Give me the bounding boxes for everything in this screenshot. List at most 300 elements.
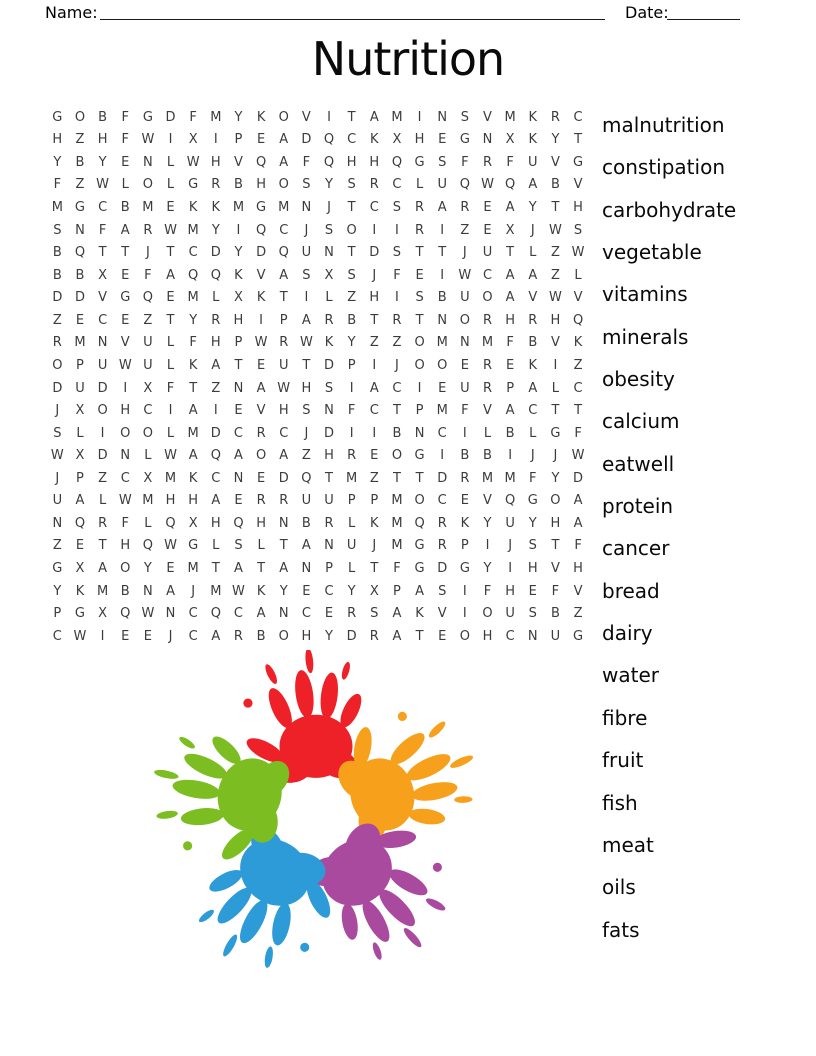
grid-letter: I (304, 290, 309, 306)
grid-letter: B (75, 267, 85, 283)
grid-letter: Y (53, 154, 62, 170)
grid-letter: C (211, 470, 221, 486)
grid-letter: J (145, 245, 150, 261)
grid-letter: Q (120, 606, 131, 622)
grid-letter: Q (391, 154, 403, 170)
grid-letter: T (257, 561, 266, 577)
grid-letter: Z (75, 132, 85, 148)
grid-letter: R (437, 538, 447, 554)
word-list-item: oils (602, 875, 636, 900)
grid-letter: U (482, 245, 493, 261)
grid-letter: N (301, 200, 312, 216)
grid-letter: B (301, 515, 311, 531)
grid-letter: W (164, 222, 177, 238)
grid-letter: T (551, 403, 560, 419)
grid-letter: U (97, 357, 108, 373)
grid-letter: A (573, 493, 583, 509)
grid-letter: R (98, 515, 108, 531)
grid-letter: E (324, 606, 334, 622)
grid-letter: C (188, 606, 198, 622)
grid-letter: A (120, 222, 130, 238)
grid-letter: K (528, 357, 538, 373)
grid-letter: D (52, 380, 63, 396)
grid-letter: T (302, 357, 311, 373)
grid-letter: B (52, 245, 62, 261)
grid-letter: B (392, 425, 402, 441)
grid-letter: S (370, 606, 379, 622)
grid-letter: V (550, 561, 560, 577)
grid-letter: A (369, 109, 379, 125)
grid-letter: T (279, 538, 288, 554)
grid-letter: T (506, 245, 515, 261)
grid-letter: A (75, 493, 85, 509)
grid-letter: Q (74, 515, 86, 531)
grid-letter: G (527, 493, 538, 509)
grid-letter: B (550, 606, 560, 622)
grid-letter: V (437, 606, 447, 622)
grid-letter: O (52, 357, 63, 373)
grid-letter: O (120, 561, 131, 577)
grid-letter: Z (52, 312, 62, 328)
grid-letter: H (324, 448, 334, 464)
grid-letter: R (52, 335, 62, 351)
grid-letter: L (483, 425, 492, 441)
grid-letter: L (144, 448, 152, 464)
grid-letter: Y (234, 245, 243, 261)
grid-letter: F (506, 335, 514, 351)
grid-letter: E (166, 290, 175, 306)
grid-letter: Z (550, 267, 560, 283)
grid-letter: W (481, 177, 494, 193)
grid-letter: U (437, 177, 447, 193)
grid-letter: N (165, 606, 176, 622)
grid-letter: S (528, 538, 537, 554)
grid-letter: M (391, 109, 403, 125)
grid-letter: X (505, 132, 515, 148)
grid-letter: A (166, 267, 175, 283)
grid-letter: O (142, 425, 153, 441)
grid-letter: A (369, 380, 379, 396)
date-input-line[interactable] (667, 2, 740, 20)
grid-letter: J (55, 470, 60, 486)
grid-letter: Y (279, 583, 288, 599)
grid-letter: P (76, 470, 84, 486)
grid-letter: M (74, 335, 86, 351)
grid-letter: B (120, 583, 130, 599)
grid-letter: Z (75, 177, 85, 193)
grid-letter: T (415, 312, 424, 328)
grid-letter: R (460, 470, 470, 486)
grid-letter: G (256, 200, 267, 216)
name-input-line[interactable] (100, 2, 605, 20)
grid-letter: S (392, 245, 402, 261)
grid-letter: A (279, 132, 289, 148)
grid-letter: U (301, 493, 312, 509)
grid-letter: C (573, 109, 583, 125)
grid-letter: J (191, 583, 196, 599)
grid-letter: P (506, 380, 515, 396)
grid-letter: I (213, 132, 218, 148)
grid-letter: K (234, 267, 243, 283)
grid-letter: Y (211, 222, 220, 238)
grid-letter: C (98, 200, 108, 216)
grid-letter: N (52, 515, 63, 531)
grid-letter: X (392, 132, 402, 148)
grid-letter: Z (392, 335, 402, 351)
grid-letter: T (415, 470, 424, 486)
grid-letter: C (233, 425, 243, 441)
grid-letter: W (118, 493, 132, 509)
word-list-item: bread (602, 578, 660, 603)
grid-letter: L (348, 561, 356, 577)
grid-letter: R (233, 628, 243, 644)
grid-letter: I (508, 561, 513, 577)
grid-letter: H (256, 515, 266, 531)
grid-letter: V (120, 335, 130, 351)
grid-letter: D (324, 425, 335, 441)
word-list-item: constipation (602, 155, 725, 180)
grid-letter: T (347, 109, 356, 125)
grid-letter: F (347, 403, 356, 419)
grid-letter: C (301, 606, 311, 622)
grid-letter: O (255, 448, 267, 464)
grid-letter: T (279, 290, 288, 306)
word-list-item: minerals (602, 324, 689, 349)
grid-letter: I (395, 222, 399, 238)
grid-letter: I (462, 606, 467, 622)
grid-letter: S (324, 222, 334, 238)
grid-letter: G (142, 109, 153, 125)
grid-letter: F (121, 132, 129, 148)
grid-letter: P (347, 357, 356, 373)
word-list-item: fruit (602, 748, 644, 773)
grid-letter: E (506, 357, 515, 373)
grid-letter: O (550, 493, 561, 509)
grid-letter: D (573, 470, 584, 486)
grid-letter: K (370, 132, 379, 148)
grid-letter: W (548, 290, 562, 306)
grid-letter: Z (211, 380, 221, 396)
grid-letter: U (143, 335, 153, 351)
grid-letter: H (527, 561, 538, 577)
grid-letter: H (97, 132, 108, 148)
grid-letter: H (369, 154, 380, 170)
grid-letter: A (528, 267, 538, 283)
grid-letter: Q (74, 245, 86, 261)
grid-letter: N (324, 245, 334, 261)
grid-letter: H (550, 515, 561, 531)
grid-letter: F (551, 583, 560, 599)
grid-letter: A (505, 267, 515, 283)
word-list-item: dairy (602, 621, 653, 646)
grid-letter: V (256, 403, 266, 419)
grid-letter: H (256, 177, 266, 193)
grid-letter: D (74, 290, 85, 306)
grid-letter: E (460, 493, 469, 509)
grid-letter: E (234, 493, 243, 509)
grid-letter: I (213, 403, 218, 419)
grid-letter: F (189, 109, 197, 125)
grid-letter: T (370, 312, 379, 328)
grid-letter: Y (347, 335, 356, 351)
grid-letter: W (73, 628, 87, 644)
grid-letter: I (259, 312, 263, 328)
grid-letter: H (188, 493, 199, 509)
grid-letter: F (574, 538, 582, 554)
grid-letter: J (304, 222, 309, 238)
grid-letter: E (256, 470, 266, 486)
grid-letter: R (347, 448, 357, 464)
grid-letter: K (528, 109, 538, 125)
grid-letter: R (347, 606, 357, 622)
grid-letter: R (482, 154, 493, 170)
grid-letter: E (483, 200, 492, 216)
grid-letter: P (279, 312, 288, 328)
grid-letter: W (186, 154, 200, 170)
grid-letter: R (437, 515, 447, 531)
grid-letter: X (75, 561, 85, 577)
grid-letter: I (395, 290, 399, 306)
grid-letter: M (142, 200, 154, 216)
grid-letter: S (528, 606, 537, 622)
grid-letter: F (529, 470, 537, 486)
grid-letter: Q (505, 493, 516, 509)
grid-letter: F (574, 425, 582, 441)
grid-letter: W (118, 357, 132, 373)
grid-letter: O (142, 177, 153, 193)
grid-letter: L (325, 290, 333, 306)
grid-letter: C (369, 403, 379, 419)
grid-letter: A (166, 583, 175, 599)
grid-letter: M (481, 470, 494, 486)
grid-letter: P (460, 538, 469, 554)
grid-letter: U (528, 154, 538, 170)
grid-letter: B (437, 290, 447, 306)
grid-letter: N (278, 515, 289, 531)
grid-letter: T (551, 538, 560, 554)
grid-letter: Q (278, 245, 289, 261)
grid-letter: S (53, 425, 62, 441)
grid-letter: H (573, 561, 583, 577)
grid-letter: I (327, 109, 331, 125)
grid-letter: M (278, 200, 290, 216)
grid-letter: Y (234, 109, 243, 125)
grid-letter: A (301, 312, 311, 328)
grid-letter: B (505, 425, 515, 441)
grid-letter: D (346, 628, 357, 644)
grid-letter: A (279, 154, 289, 170)
grid-letter: J (508, 538, 513, 554)
grid-letter: L (76, 425, 84, 441)
grid-letter: S (347, 177, 356, 193)
grid-letter: Y (325, 628, 333, 644)
grid-letter: T (392, 403, 401, 419)
grid-letter: U (143, 357, 153, 373)
grid-letter: Z (460, 222, 470, 238)
grid-letter: O (391, 448, 403, 464)
grid-letter: H (210, 154, 221, 170)
grid-letter: W (164, 538, 177, 554)
word-list-item: fats (602, 917, 640, 942)
grid-letter: Z (143, 312, 153, 328)
grid-letter: J (530, 222, 535, 238)
grid-letter: A (279, 448, 289, 464)
grid-letter: F (98, 222, 107, 238)
grid-letter: Z (98, 470, 108, 486)
grid-letter: Z (369, 335, 379, 351)
grid-letter: T (211, 561, 220, 577)
grid-letter: I (349, 425, 354, 441)
grid-letter: C (528, 403, 538, 419)
grid-letter: Q (233, 515, 244, 531)
word-list-item: vitamins (602, 282, 688, 307)
grid-letter: I (417, 109, 422, 125)
grid-letter: M (504, 470, 516, 486)
grid-letter: L (529, 245, 537, 261)
grid-letter: I (440, 448, 445, 464)
grid-letter: N (437, 109, 448, 125)
grid-letter: D (165, 109, 176, 125)
grid-letter: O (482, 606, 493, 622)
grid-letter: Z (550, 245, 560, 261)
grid-letter: H (505, 312, 516, 328)
date-label: Date: (625, 3, 669, 22)
grid-letter: D (369, 245, 380, 261)
grid-letter: A (437, 200, 447, 216)
grid-letter: S (392, 200, 402, 216)
grid-letter: I (462, 583, 467, 599)
grid-letter: P (370, 493, 379, 509)
grid-letter: G (74, 200, 85, 216)
grid-letter: A (528, 380, 538, 396)
grid-letter: A (392, 606, 402, 622)
grid-letter: C (143, 403, 153, 419)
grid-letter: Q (323, 132, 335, 148)
grid-letter: T (166, 245, 175, 261)
grid-letter: C (437, 425, 447, 441)
grid-letter: I (485, 538, 490, 554)
grid-letter: U (301, 245, 312, 261)
grid-letter: S (302, 177, 311, 193)
grid-letter: U (324, 493, 334, 509)
grid-letter: V (573, 177, 583, 193)
grid-letter: M (187, 222, 199, 238)
grid-letter: A (233, 448, 243, 464)
grid-letter: F (53, 177, 62, 193)
grid-letter: Y (528, 200, 537, 216)
grid-letter: A (415, 583, 425, 599)
grid-letter: X (75, 403, 85, 419)
grid-letter: X (98, 606, 108, 622)
grid-letter: K (211, 200, 221, 216)
grid-letter: B (120, 200, 130, 216)
grid-letter: V (550, 335, 560, 351)
grid-letter: A (233, 561, 243, 577)
grid-letter: O (97, 403, 108, 419)
grid-letter: P (234, 132, 243, 148)
grid-letter: F (483, 583, 492, 599)
grid-letter: T (415, 628, 424, 644)
grid-letter: F (302, 154, 311, 170)
grid-letter: Y (347, 583, 356, 599)
grid-letter: E (460, 357, 469, 373)
grid-letter: L (257, 538, 265, 554)
grid-letter: P (53, 606, 62, 622)
grid-letter: U (346, 538, 357, 554)
grid-letter: A (505, 290, 515, 306)
grid-letter: T (234, 357, 243, 373)
grid-letter: O (459, 628, 470, 644)
grid-letter: N (75, 222, 85, 238)
grid-letter: H (369, 290, 380, 306)
grid-letter: E (121, 628, 130, 644)
grid-letter: U (75, 380, 85, 396)
grid-letter: F (506, 154, 514, 170)
grid-letter: K (75, 583, 85, 599)
grid-letter: J (55, 403, 60, 419)
grid-letter: F (166, 380, 175, 396)
grid-letter: I (417, 380, 422, 396)
grid-letter: K (188, 470, 198, 486)
grid-letter: Y (98, 154, 107, 170)
grid-letter: R (415, 200, 425, 216)
grid-letter: A (211, 628, 221, 644)
grid-letter: Y (483, 515, 492, 531)
grid-letter: G (188, 177, 199, 193)
grid-letter: L (348, 515, 356, 531)
grid-letter: E (438, 132, 447, 148)
grid-letter: C (98, 312, 108, 328)
grid-letter: G (120, 290, 131, 306)
grid-letter: G (52, 109, 63, 125)
grid-letter: C (482, 267, 493, 283)
word-list-item: vegetable (602, 240, 702, 265)
grid-letter: Q (210, 267, 221, 283)
grid-letter: N (233, 380, 244, 396)
grid-letter: S (415, 290, 424, 306)
grid-letter: D (210, 425, 221, 441)
grid-letter: G (459, 561, 470, 577)
grid-letter: C (347, 132, 357, 148)
grid-letter: A (505, 403, 515, 419)
grid-letter: G (414, 448, 425, 464)
grid-letter: N (143, 154, 153, 170)
grid-letter: T (166, 312, 175, 328)
grid-letter: X (143, 380, 153, 396)
grid-letter: H (550, 312, 561, 328)
grid-letter: K (573, 335, 583, 351)
grid-letter: C (188, 628, 198, 644)
grid-letter: K (415, 606, 424, 622)
grid-letter: B (528, 335, 538, 351)
grid-letter: E (415, 267, 424, 283)
grid-letter: R (256, 425, 266, 441)
grid-letter: W (548, 222, 562, 238)
grid-letter: U (460, 290, 470, 306)
wordsearch-grid (46, 106, 589, 648)
word-list-item: water (602, 663, 659, 688)
grid-letter: R (324, 515, 334, 531)
grid-letter: X (188, 132, 198, 148)
grid-letter: A (98, 561, 108, 577)
grid-letter: C (369, 200, 379, 216)
word-list-item: calcium (602, 409, 680, 434)
word-list-item: eatwell (602, 451, 675, 476)
grid-letter: Z (573, 357, 583, 373)
word-list-item: carbohydrate (602, 197, 737, 222)
grid-letter: L (212, 538, 220, 554)
grid-letter: S (302, 403, 311, 419)
